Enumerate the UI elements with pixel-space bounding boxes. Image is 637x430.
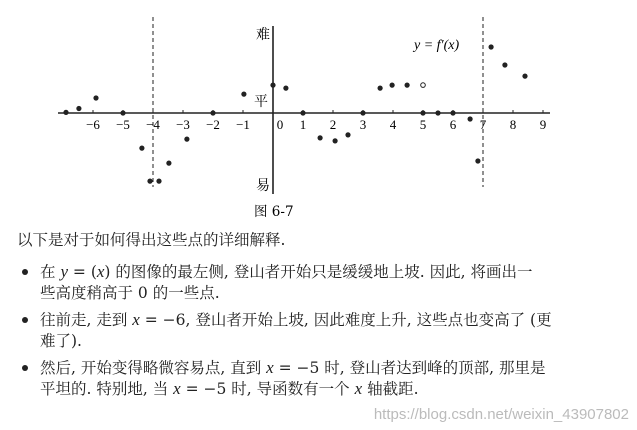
x-tick-label: 5 <box>419 117 427 132</box>
data-point <box>435 110 440 115</box>
x-tick-label: 1 <box>299 117 307 132</box>
bullet-2-line-1: 往前走, 走到 x = −6, 登山者开始上坡, 因此难度上升, 这些点也变高了 (更 <box>40 310 552 329</box>
bullet-1-line-1: 在 y = (x) 的图像的最左侧, 登山者开始只是缓缓地上坡. 因此, 将画出一 <box>40 262 533 281</box>
x-tick-label: 8 <box>509 117 517 132</box>
data-point <box>345 132 350 137</box>
data-point <box>468 116 473 121</box>
bullet-3-line-2: 平坦的. 特别地, 当 x = −5 时, 导函数有一个 x 轴截距. <box>40 379 419 398</box>
bullet-icon <box>22 365 28 371</box>
x-tick-label: 2 <box>329 117 337 132</box>
watermark: https://blog.csdn.net/weixin_43907802 <box>373 406 629 423</box>
intro-text: 以下是对于如何得出这些点的详细解释. <box>17 231 286 249</box>
data-point <box>475 158 480 163</box>
bullet-3-line-1: 然后, 开始变得略微容易点, 直到 x = −5 时, 登山者达到峰的顶部, 那里是 <box>40 358 546 377</box>
data-point <box>76 106 81 111</box>
data-point <box>522 74 527 79</box>
figure-caption: 图 6-7 <box>254 204 294 220</box>
x-tick-label: 4 <box>389 117 397 132</box>
x-tick-label: −4 <box>146 117 160 132</box>
x-tick-label: 7 <box>479 117 487 132</box>
data-point <box>405 83 410 88</box>
data-point <box>318 135 323 140</box>
y-axis-label-difficult: 难 <box>256 27 270 43</box>
data-point <box>270 83 275 88</box>
x-tick-label: 6 <box>449 117 457 132</box>
data-point <box>390 83 395 88</box>
data-point <box>300 110 305 115</box>
bullet-icon <box>22 269 28 275</box>
data-point <box>420 110 425 115</box>
data-point <box>120 110 125 115</box>
bullet-1-line-2: 些高度稍高于 0 的一些点. <box>40 284 220 302</box>
data-point <box>184 137 189 142</box>
data-point <box>241 92 246 97</box>
data-point <box>360 110 365 115</box>
y-axis-label-flat: 平 <box>254 94 268 110</box>
x-tick-label: −3 <box>176 117 190 132</box>
data-point <box>333 138 338 143</box>
data-point <box>139 146 144 151</box>
data-point <box>502 62 507 67</box>
x-tick-label: 0 <box>276 117 284 132</box>
data-point <box>283 86 288 91</box>
x-tick-label: −6 <box>86 117 100 132</box>
data-point <box>210 110 215 115</box>
data-point <box>63 110 68 115</box>
y-axis-label-easy: 易 <box>256 178 270 194</box>
curve-label: y = f′(x) <box>414 38 460 53</box>
x-tick-label: 9 <box>539 117 547 132</box>
x-tick-label: −5 <box>116 117 130 132</box>
data-point <box>166 161 171 166</box>
data-point <box>93 95 98 100</box>
x-tick-label: −2 <box>206 117 220 132</box>
data-point <box>489 44 494 49</box>
data-point <box>156 179 161 184</box>
data-point <box>147 179 152 184</box>
data-point <box>378 86 383 91</box>
bullet-icon <box>22 317 28 323</box>
open-data-point <box>421 83 426 88</box>
data-point <box>450 110 455 115</box>
x-tick-label: 3 <box>359 117 367 132</box>
bullet-2-line-2: 难了). <box>40 332 82 350</box>
x-tick-label: −1 <box>236 117 250 132</box>
